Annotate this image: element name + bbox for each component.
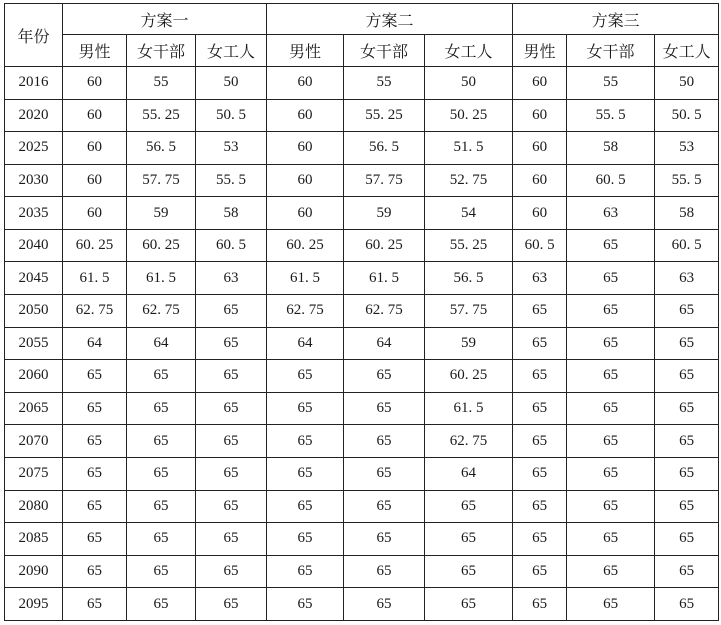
table-row: [5, 229, 719, 262]
plan-one-male-cell: 64: [63, 327, 127, 360]
plan-one-female-cadre-cell: 55: [127, 67, 196, 100]
plan-one-female-cadre-cell: 65: [127, 588, 196, 621]
plan-three-male-cell: 65: [513, 523, 567, 556]
plan-two-female-cadre-cell: 65: [344, 392, 425, 425]
plan-two-male-cell: 60: [267, 99, 344, 132]
year-cell: 2070: [5, 425, 63, 458]
plan-one-male-cell: 65: [63, 360, 127, 393]
plan-one-female-worker-cell: 50: [196, 67, 267, 100]
plan-two-female-cadre-cell: 65: [344, 555, 425, 588]
plan-one-male-cell: 60: [63, 67, 127, 100]
plan-one-male-cell: 60: [63, 132, 127, 165]
plan-two-male-cell: 65: [267, 425, 344, 458]
plan-one-female-cadre-cell: 65: [127, 523, 196, 556]
plan-one-male-cell: 60. 25: [63, 229, 127, 262]
table-row: [5, 555, 719, 588]
plan-three-female-cadre-cell: 63: [567, 197, 655, 230]
plan-two-female-worker-cell: 51. 5: [425, 132, 513, 165]
plan-two-female-worker-cell: 56. 5: [425, 262, 513, 295]
plan-two-male-cell: 60. 25: [267, 229, 344, 262]
header-row-plans: [5, 4, 719, 35]
plan-one-female-worker-cell: 53: [196, 132, 267, 165]
plan-three-header: 方案三: [513, 4, 719, 35]
table-row: [5, 523, 719, 556]
plan-three-female-cadre-cell: 65: [567, 523, 655, 556]
year-cell: 2020: [5, 99, 63, 132]
plan-three-female-worker-cell: 65: [655, 295, 719, 328]
plan-two-male-header: 男性: [267, 35, 344, 67]
plan-two-female-cadre-cell: 59: [344, 197, 425, 230]
year-cell: 2025: [5, 132, 63, 165]
plan-two-male-cell: 60: [267, 164, 344, 197]
plan-one-female-worker-cell: 50. 5: [196, 99, 267, 132]
plan-three-male-cell: 60: [513, 67, 567, 100]
year-cell: 2035: [5, 197, 63, 230]
plan-two-male-cell: 62. 75: [267, 295, 344, 328]
plan-three-female-cadre-cell: 65: [567, 262, 655, 295]
plan-two-female-worker-cell: 65: [425, 555, 513, 588]
table-row: [5, 425, 719, 458]
year-cell: 2045: [5, 262, 63, 295]
plan-one-header: 方案一: [63, 4, 267, 35]
plan-one-male-cell: 65: [63, 490, 127, 523]
plan-one-female-worker-cell: 65: [196, 555, 267, 588]
plan-three-female-cadre-cell: 65: [567, 457, 655, 490]
plan-three-female-cadre-cell: 65: [567, 490, 655, 523]
year-cell: 2085: [5, 523, 63, 556]
plan-one-male-cell: 65: [63, 588, 127, 621]
plan-one-female-worker-cell: 55. 5: [196, 164, 267, 197]
plan-one-male-header: 男性: [63, 35, 127, 67]
plan-one-male-cell: 62. 75: [63, 295, 127, 328]
plan-two-male-cell: 64: [267, 327, 344, 360]
plan-three-female-cadre-header: 女干部: [567, 35, 655, 67]
plan-two-male-cell: 65: [267, 490, 344, 523]
plan-one-female-worker-cell: 65: [196, 490, 267, 523]
plan-one-female-worker-cell: 65: [196, 327, 267, 360]
plan-three-female-worker-header: 女工人: [655, 35, 719, 67]
plan-two-female-worker-cell: 54: [425, 197, 513, 230]
plan-one-male-cell: 65: [63, 555, 127, 588]
plan-three-male-header: 男性: [513, 35, 567, 67]
plan-two-female-worker-cell: 55. 25: [425, 229, 513, 262]
plan-three-female-worker-cell: 65: [655, 360, 719, 393]
plan-one-female-worker-cell: 65: [196, 392, 267, 425]
plan-one-female-cadre-cell: 65: [127, 425, 196, 458]
plan-one-female-cadre-cell: 65: [127, 360, 196, 393]
plan-two-male-cell: 65: [267, 392, 344, 425]
table-row: [5, 197, 719, 230]
plan-three-female-cadre-cell: 65: [567, 229, 655, 262]
plan-two-female-worker-cell: 57. 75: [425, 295, 513, 328]
table-row: [5, 67, 719, 100]
plan-one-female-cadre-cell: 65: [127, 457, 196, 490]
plan-one-male-cell: 61. 5: [63, 262, 127, 295]
plan-three-male-cell: 63: [513, 262, 567, 295]
table-row: [5, 392, 719, 425]
plan-three-female-cadre-cell: 65: [567, 327, 655, 360]
plan-one-male-cell: 65: [63, 457, 127, 490]
plan-three-male-cell: 65: [513, 327, 567, 360]
plan-three-female-cadre-cell: 55. 5: [567, 99, 655, 132]
plan-three-female-cadre-cell: 60. 5: [567, 164, 655, 197]
plan-three-male-cell: 65: [513, 555, 567, 588]
table-row: [5, 164, 719, 197]
plan-one-male-cell: 60: [63, 99, 127, 132]
plan-two-female-worker-cell: 65: [425, 523, 513, 556]
table-row: [5, 99, 719, 132]
plan-one-female-worker-cell: 65: [196, 457, 267, 490]
table-body: [5, 67, 719, 621]
plan-two-female-cadre-cell: 61. 5: [344, 262, 425, 295]
plan-three-female-cadre-cell: 65: [567, 360, 655, 393]
plan-three-female-worker-cell: 53: [655, 132, 719, 165]
plan-one-male-cell: 65: [63, 392, 127, 425]
plan-three-male-cell: 65: [513, 588, 567, 621]
plan-two-female-worker-cell: 64: [425, 457, 513, 490]
plan-two-female-cadre-cell: 57. 75: [344, 164, 425, 197]
plan-two-female-cadre-cell: 65: [344, 425, 425, 458]
year-cell: 2055: [5, 327, 63, 360]
plan-two-female-worker-header: 女工人: [425, 35, 513, 67]
plan-two-female-worker-cell: 52. 75: [425, 164, 513, 197]
plan-one-female-worker-cell: 63: [196, 262, 267, 295]
year-cell: 2060: [5, 360, 63, 393]
plan-one-female-cadre-cell: 57. 75: [127, 164, 196, 197]
plan-three-male-cell: 65: [513, 360, 567, 393]
plan-two-female-worker-cell: 65: [425, 490, 513, 523]
plan-two-female-cadre-cell: 60. 25: [344, 229, 425, 262]
plan-one-female-cadre-cell: 62. 75: [127, 295, 196, 328]
table-row: [5, 327, 719, 360]
plan-three-male-cell: 60: [513, 132, 567, 165]
plan-one-female-cadre-cell: 56. 5: [127, 132, 196, 165]
plan-one-female-worker-cell: 65: [196, 295, 267, 328]
plan-two-male-cell: 65: [267, 360, 344, 393]
table-header: [5, 4, 719, 67]
plan-one-male-cell: 60: [63, 197, 127, 230]
plan-three-female-worker-cell: 63: [655, 262, 719, 295]
plan-three-female-worker-cell: 65: [655, 327, 719, 360]
plan-two-male-cell: 65: [267, 523, 344, 556]
plan-two-male-cell: 65: [267, 555, 344, 588]
plan-two-header: 方案二: [267, 4, 513, 35]
year-cell: 2030: [5, 164, 63, 197]
plan-one-female-cadre-cell: 65: [127, 490, 196, 523]
header-row-groups: [5, 35, 719, 67]
plan-three-male-cell: 60. 5: [513, 229, 567, 262]
plan-one-female-worker-cell: 65: [196, 588, 267, 621]
plan-one-female-worker-cell: 65: [196, 523, 267, 556]
plan-three-male-cell: 65: [513, 490, 567, 523]
year-header: 年份: [5, 4, 63, 67]
plan-two-female-worker-cell: 59: [425, 327, 513, 360]
retirement-age-table: [4, 3, 719, 621]
plan-one-female-worker-cell: 60. 5: [196, 229, 267, 262]
plan-two-female-cadre-cell: 64: [344, 327, 425, 360]
plan-one-female-worker-header: 女工人: [196, 35, 267, 67]
plan-three-female-cadre-cell: 65: [567, 555, 655, 588]
plan-one-female-cadre-cell: 60. 25: [127, 229, 196, 262]
plan-one-female-cadre-cell: 65: [127, 392, 196, 425]
table-row: [5, 295, 719, 328]
year-cell: 2016: [5, 67, 63, 100]
plan-three-female-worker-cell: 65: [655, 490, 719, 523]
plan-one-female-cadre-cell: 59: [127, 197, 196, 230]
plan-two-female-cadre-cell: 55: [344, 67, 425, 100]
plan-one-male-cell: 65: [63, 523, 127, 556]
plan-two-female-worker-cell: 62. 75: [425, 425, 513, 458]
plan-two-female-worker-cell: 65: [425, 588, 513, 621]
plan-two-male-cell: 60: [267, 197, 344, 230]
year-cell: 2065: [5, 392, 63, 425]
table-row: [5, 132, 719, 165]
plan-three-female-worker-cell: 65: [655, 457, 719, 490]
plan-three-male-cell: 65: [513, 295, 567, 328]
year-cell: 2080: [5, 490, 63, 523]
plan-two-female-cadre-cell: 65: [344, 360, 425, 393]
plan-three-female-worker-cell: 65: [655, 523, 719, 556]
plan-two-male-cell: 65: [267, 457, 344, 490]
plan-three-female-worker-cell: 50: [655, 67, 719, 100]
plan-three-female-cadre-cell: 65: [567, 425, 655, 458]
plan-one-female-cadre-cell: 55. 25: [127, 99, 196, 132]
plan-three-female-worker-cell: 60. 5: [655, 229, 719, 262]
year-cell: 2095: [5, 588, 63, 621]
plan-three-female-worker-cell: 58: [655, 197, 719, 230]
plan-two-female-cadre-cell: 62. 75: [344, 295, 425, 328]
plan-three-male-cell: 65: [513, 425, 567, 458]
plan-one-female-cadre-cell: 64: [127, 327, 196, 360]
plan-three-male-cell: 60: [513, 164, 567, 197]
plan-two-female-cadre-cell: 65: [344, 490, 425, 523]
plan-three-female-cadre-cell: 65: [567, 588, 655, 621]
year-cell: 2090: [5, 555, 63, 588]
plan-three-female-cadre-cell: 58: [567, 132, 655, 165]
plan-three-female-worker-cell: 65: [655, 588, 719, 621]
plan-three-male-cell: 60: [513, 197, 567, 230]
table-row: [5, 457, 719, 490]
plan-two-female-cadre-cell: 65: [344, 523, 425, 556]
plan-one-female-cadre-cell: 65: [127, 555, 196, 588]
plan-one-female-cadre-cell: 61. 5: [127, 262, 196, 295]
plan-three-female-worker-cell: 50. 5: [655, 99, 719, 132]
plan-three-male-cell: 60: [513, 99, 567, 132]
plan-three-female-cadre-cell: 55: [567, 67, 655, 100]
plan-two-female-cadre-cell: 56. 5: [344, 132, 425, 165]
plan-three-female-cadre-cell: 65: [567, 295, 655, 328]
plan-one-female-worker-cell: 65: [196, 360, 267, 393]
plan-one-female-cadre-header: 女干部: [127, 35, 196, 67]
year-cell: 2040: [5, 229, 63, 262]
plan-three-male-cell: 65: [513, 392, 567, 425]
plan-two-female-worker-cell: 61. 5: [425, 392, 513, 425]
table-row: [5, 360, 719, 393]
plan-one-male-cell: 60: [63, 164, 127, 197]
plan-three-female-cadre-cell: 65: [567, 392, 655, 425]
plan-one-male-cell: 65: [63, 425, 127, 458]
table-row: [5, 262, 719, 295]
plan-two-female-worker-cell: 50. 25: [425, 99, 513, 132]
plan-three-female-worker-cell: 65: [655, 425, 719, 458]
plan-two-female-cadre-header: 女干部: [344, 35, 425, 67]
year-cell: 2050: [5, 295, 63, 328]
plan-one-female-worker-cell: 58: [196, 197, 267, 230]
plan-two-female-worker-cell: 60. 25: [425, 360, 513, 393]
plan-one-female-worker-cell: 65: [196, 425, 267, 458]
table-row: [5, 490, 719, 523]
plan-two-female-worker-cell: 50: [425, 67, 513, 100]
plan-three-male-cell: 65: [513, 457, 567, 490]
plan-two-female-cadre-cell: 55. 25: [344, 99, 425, 132]
plan-two-female-cadre-cell: 65: [344, 457, 425, 490]
plan-two-female-cadre-cell: 65: [344, 588, 425, 621]
plan-two-male-cell: 60: [267, 67, 344, 100]
plan-two-male-cell: 60: [267, 132, 344, 165]
plan-two-male-cell: 61. 5: [267, 262, 344, 295]
plan-three-female-worker-cell: 65: [655, 555, 719, 588]
plan-three-female-worker-cell: 65: [655, 392, 719, 425]
table-row: [5, 588, 719, 621]
year-cell: 2075: [5, 457, 63, 490]
plan-two-male-cell: 65: [267, 588, 344, 621]
plan-three-female-worker-cell: 55. 5: [655, 164, 719, 197]
